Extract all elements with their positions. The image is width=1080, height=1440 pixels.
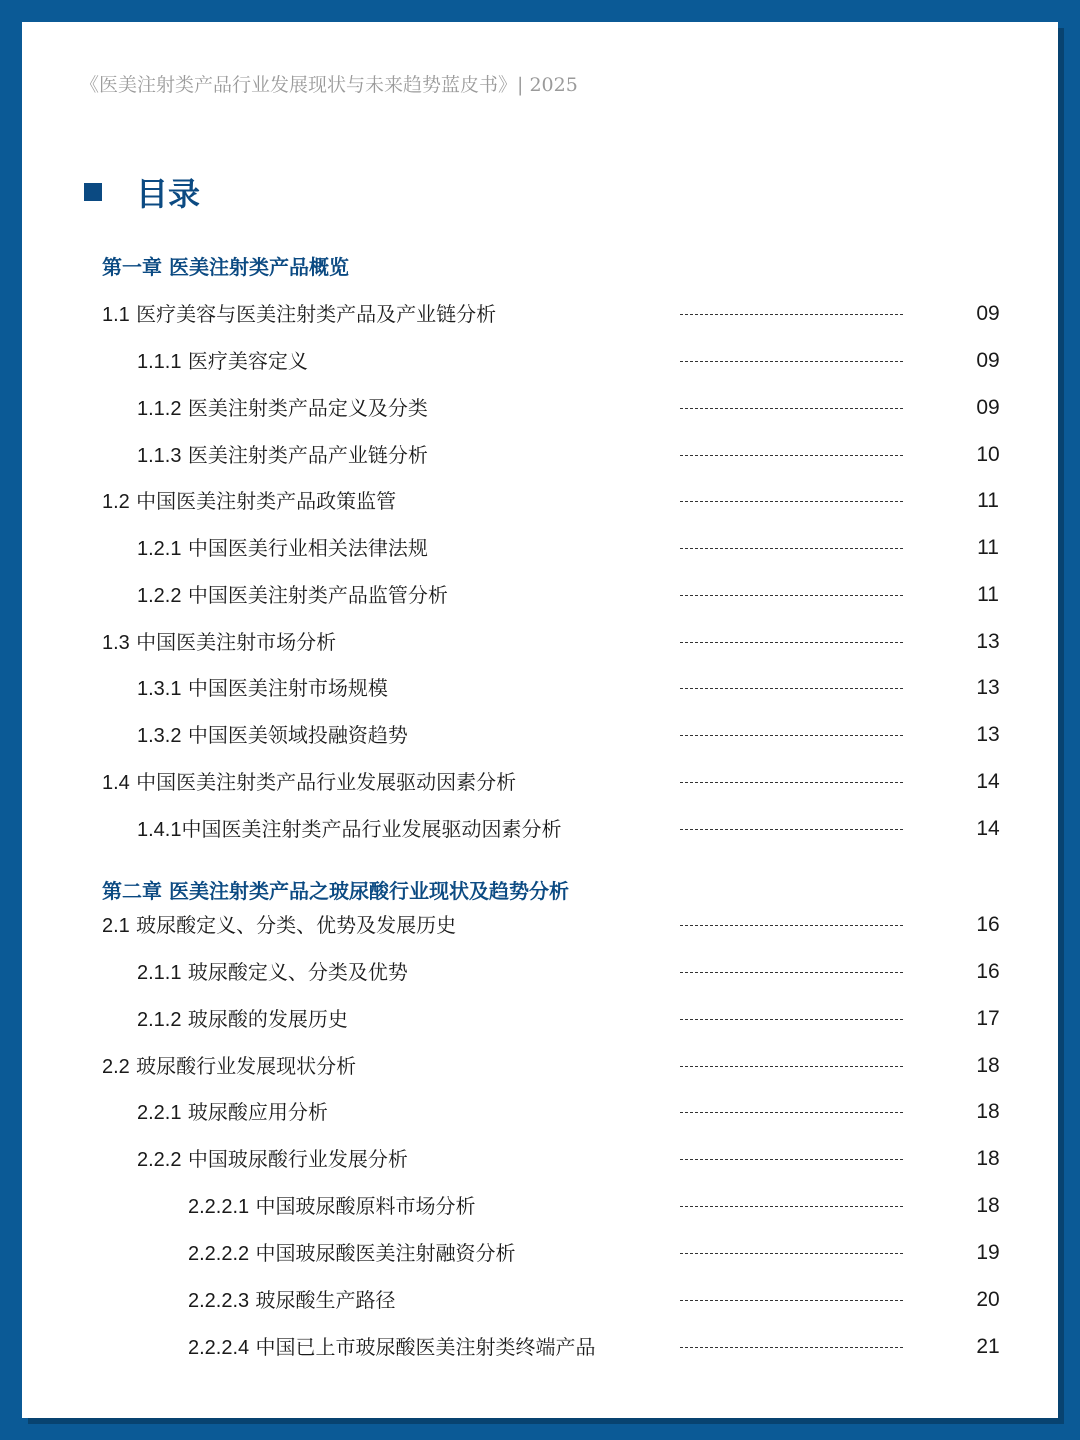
toc-entry-text: 玻尿酸定义、分类及优势 bbox=[187, 960, 408, 984]
toc-entry-label bbox=[102, 1051, 356, 1082]
toc-entry-number: 2.2.2 bbox=[137, 1149, 182, 1171]
toc-page-number: 11 bbox=[977, 536, 999, 559]
toc-entry-label bbox=[102, 767, 516, 798]
toc-entry-text: 玻尿酸定义、分类、优势及发展历史 bbox=[136, 913, 457, 937]
toc-entry-label bbox=[188, 1285, 396, 1316]
toc-entry-number: 1.3 bbox=[102, 632, 130, 654]
toc-page-number: 18 bbox=[976, 1194, 1000, 1217]
toc-entry-number: 1.1.1 bbox=[137, 351, 182, 373]
toc-entry[interactable] bbox=[22, 580, 1058, 610]
toc-page-number: 19 bbox=[976, 1241, 1000, 1264]
toc-page-number: 13 bbox=[976, 630, 1000, 653]
toc-title: 目录 bbox=[136, 175, 201, 213]
toc-entry[interactable] bbox=[22, 720, 1058, 750]
toc-page-number: 14 bbox=[976, 770, 1000, 793]
toc-heading bbox=[84, 170, 200, 214]
toc-entry-text: 中国医美注射类产品政策监管 bbox=[136, 489, 397, 513]
toc-entry-text: 中国已上市玻尿酸医美注射类终端产品 bbox=[255, 1335, 596, 1359]
toc-page-number: 09 bbox=[976, 396, 1000, 419]
toc-entry-number: 1.2.2 bbox=[137, 585, 182, 607]
toc-entry-label bbox=[137, 393, 428, 424]
toc-entry-number: 2.2.2.3 bbox=[188, 1290, 250, 1312]
toc-entry-text: 玻尿酸生产路径 bbox=[255, 1288, 396, 1312]
dot-leader bbox=[680, 642, 903, 643]
toc-page-number: 11 bbox=[977, 583, 999, 606]
dot-leader bbox=[680, 829, 903, 830]
toc-entry-label bbox=[137, 814, 561, 845]
toc-entry-label bbox=[137, 1004, 348, 1035]
toc-entry[interactable] bbox=[22, 910, 1058, 940]
toc-entry-label bbox=[188, 1191, 476, 1222]
toc-entry[interactable] bbox=[22, 486, 1058, 516]
document-page bbox=[22, 22, 1058, 1418]
toc-entry[interactable] bbox=[22, 1004, 1058, 1034]
dot-leader bbox=[680, 1019, 903, 1020]
document-header: 《医美注射类产品行业发展现状与未来趋势蓝皮书》| 2025 bbox=[80, 74, 578, 96]
toc-page-number: 18 bbox=[976, 1054, 1000, 1077]
dot-leader bbox=[680, 408, 903, 409]
dot-leader bbox=[680, 1347, 903, 1348]
dot-leader bbox=[680, 1253, 903, 1254]
toc-entry[interactable] bbox=[22, 1238, 1058, 1268]
toc-entry-text: 中国玻尿酸行业发展分析 bbox=[187, 1147, 408, 1171]
toc-entry-number: 2.1.2 bbox=[137, 1009, 182, 1031]
toc-entry-text: 医美注射类产品定义及分类 bbox=[187, 396, 428, 420]
toc-entry-text: 玻尿酸应用分析 bbox=[187, 1100, 328, 1124]
toc-page-number: 18 bbox=[976, 1147, 1000, 1170]
dot-leader bbox=[680, 972, 903, 973]
toc-page-number: 10 bbox=[976, 443, 1000, 466]
toc-entry-text: 中国医美注射类产品行业发展驱动因素分析 bbox=[136, 770, 517, 794]
toc-entry-number: 1.3.2 bbox=[137, 725, 182, 747]
toc-entry-text: 中国玻尿酸医美注射融资分析 bbox=[255, 1241, 516, 1265]
dot-leader bbox=[680, 1206, 903, 1207]
toc-entry[interactable] bbox=[22, 299, 1058, 329]
toc-entry[interactable] bbox=[22, 393, 1058, 423]
toc-entry-number: 2.2.2.4 bbox=[188, 1337, 250, 1359]
toc-entry[interactable] bbox=[22, 673, 1058, 703]
toc-entry-label bbox=[137, 440, 428, 471]
toc-entry-text: 中国医美行业相关法律法规 bbox=[187, 536, 428, 560]
toc-entry[interactable] bbox=[22, 533, 1058, 563]
chapter-heading: 第一章 医美注射类产品概览 bbox=[102, 255, 349, 279]
toc-entry-number: 2.1.1 bbox=[137, 962, 182, 984]
toc-entry[interactable] bbox=[22, 814, 1058, 844]
toc-entry-label bbox=[137, 1097, 328, 1128]
toc-entry[interactable] bbox=[22, 1285, 1058, 1315]
toc-entry-number: 1.4.1 bbox=[137, 819, 182, 841]
dot-leader bbox=[680, 782, 903, 783]
toc-entry-label bbox=[137, 1144, 408, 1175]
toc-entry-number: 2.2.2.2 bbox=[188, 1243, 250, 1265]
toc-page-number: 16 bbox=[976, 960, 1000, 983]
toc-page-number: 17 bbox=[976, 1007, 1000, 1030]
toc-entry-text: 中国医美注射类产品行业发展驱动因素分析 bbox=[181, 817, 562, 841]
toc-page-number: 16 bbox=[976, 913, 1000, 936]
toc-entry-text: 医疗美容与医美注射类产品及产业链分析 bbox=[136, 302, 497, 326]
dot-leader bbox=[680, 1112, 903, 1113]
toc-entry[interactable] bbox=[22, 346, 1058, 376]
toc-entry[interactable] bbox=[22, 1051, 1058, 1081]
toc-entry-label bbox=[137, 580, 448, 611]
dot-leader bbox=[680, 735, 903, 736]
toc-entry[interactable] bbox=[22, 1097, 1058, 1127]
dot-leader bbox=[680, 595, 903, 596]
chapter-heading: 第二章 医美注射类产品之玻尿酸行业现状及趋势分析 bbox=[102, 879, 569, 903]
toc-entry-text: 中国医美领域投融资趋势 bbox=[187, 723, 408, 747]
toc-entry-number: 2.1 bbox=[102, 915, 130, 937]
toc-entry[interactable] bbox=[22, 957, 1058, 987]
toc-entry-label bbox=[188, 1238, 516, 1269]
toc-page-number: 20 bbox=[976, 1288, 1000, 1311]
dot-leader bbox=[680, 501, 903, 502]
toc-entry-number: 1.1 bbox=[102, 304, 130, 326]
toc-entry-text: 中国医美注射类产品监管分析 bbox=[187, 583, 448, 607]
dot-leader bbox=[680, 688, 903, 689]
toc-entry-text: 玻尿酸的发展历史 bbox=[187, 1007, 348, 1031]
toc-entry-text: 中国医美注射市场分析 bbox=[136, 630, 337, 654]
toc-entry[interactable] bbox=[22, 627, 1058, 657]
dot-leader bbox=[680, 1300, 903, 1301]
toc-entry-label bbox=[102, 627, 336, 658]
toc-entry-text: 医美注射类产品产业链分析 bbox=[187, 443, 428, 467]
toc-entry-number: 2.2 bbox=[102, 1056, 130, 1078]
toc-entry-label bbox=[188, 1332, 596, 1363]
dot-leader bbox=[680, 361, 903, 362]
toc-page-number: 21 bbox=[976, 1335, 1000, 1358]
toc-entry-label bbox=[102, 910, 456, 941]
toc-entry[interactable] bbox=[22, 1332, 1058, 1362]
toc-entry-number: 1.1.2 bbox=[137, 398, 182, 420]
toc-page-number: 11 bbox=[977, 489, 999, 512]
toc-entry-label bbox=[137, 957, 408, 988]
toc-entry[interactable] bbox=[22, 1191, 1058, 1221]
toc-entry-number: 1.1.3 bbox=[137, 445, 182, 467]
toc-entry-number: 1.3.1 bbox=[137, 678, 182, 700]
toc-entry-text: 玻尿酸行业发展现状分析 bbox=[136, 1054, 357, 1078]
toc-entry-number: 1.2.1 bbox=[137, 538, 182, 560]
square-bullet-icon bbox=[84, 183, 102, 201]
toc-entry-text: 中国玻尿酸原料市场分析 bbox=[255, 1194, 476, 1218]
toc-page-number: 18 bbox=[976, 1100, 1000, 1123]
toc-entry-number: 2.2.1 bbox=[137, 1102, 182, 1124]
dot-leader bbox=[680, 925, 903, 926]
toc-entry-text: 医疗美容定义 bbox=[187, 349, 308, 373]
toc-entry[interactable] bbox=[22, 1144, 1058, 1174]
toc-entry-label bbox=[137, 533, 428, 564]
toc-entry-number: 1.2 bbox=[102, 491, 130, 513]
toc-entry-label bbox=[137, 346, 308, 377]
toc-entry-label bbox=[102, 299, 496, 330]
toc-page-number: 13 bbox=[976, 723, 1000, 746]
toc-entry-text: 中国医美注射市场规模 bbox=[187, 676, 388, 700]
toc-entry-label bbox=[102, 486, 396, 517]
toc-page-number: 09 bbox=[976, 302, 1000, 325]
toc-page-number: 14 bbox=[976, 817, 1000, 840]
toc-page-number: 13 bbox=[976, 676, 1000, 699]
dot-leader bbox=[680, 548, 903, 549]
toc-page-number: 09 bbox=[976, 349, 1000, 372]
dot-leader bbox=[680, 1159, 903, 1160]
toc-entry-number: 1.4 bbox=[102, 772, 130, 794]
toc-entry-label bbox=[137, 720, 408, 751]
dot-leader bbox=[680, 455, 903, 456]
dot-leader bbox=[680, 1066, 903, 1067]
toc-entry-label bbox=[137, 673, 388, 704]
toc-entry-number: 2.2.2.1 bbox=[188, 1196, 250, 1218]
toc-entry[interactable] bbox=[22, 767, 1058, 797]
dot-leader bbox=[680, 314, 903, 315]
toc-entry[interactable] bbox=[22, 440, 1058, 470]
